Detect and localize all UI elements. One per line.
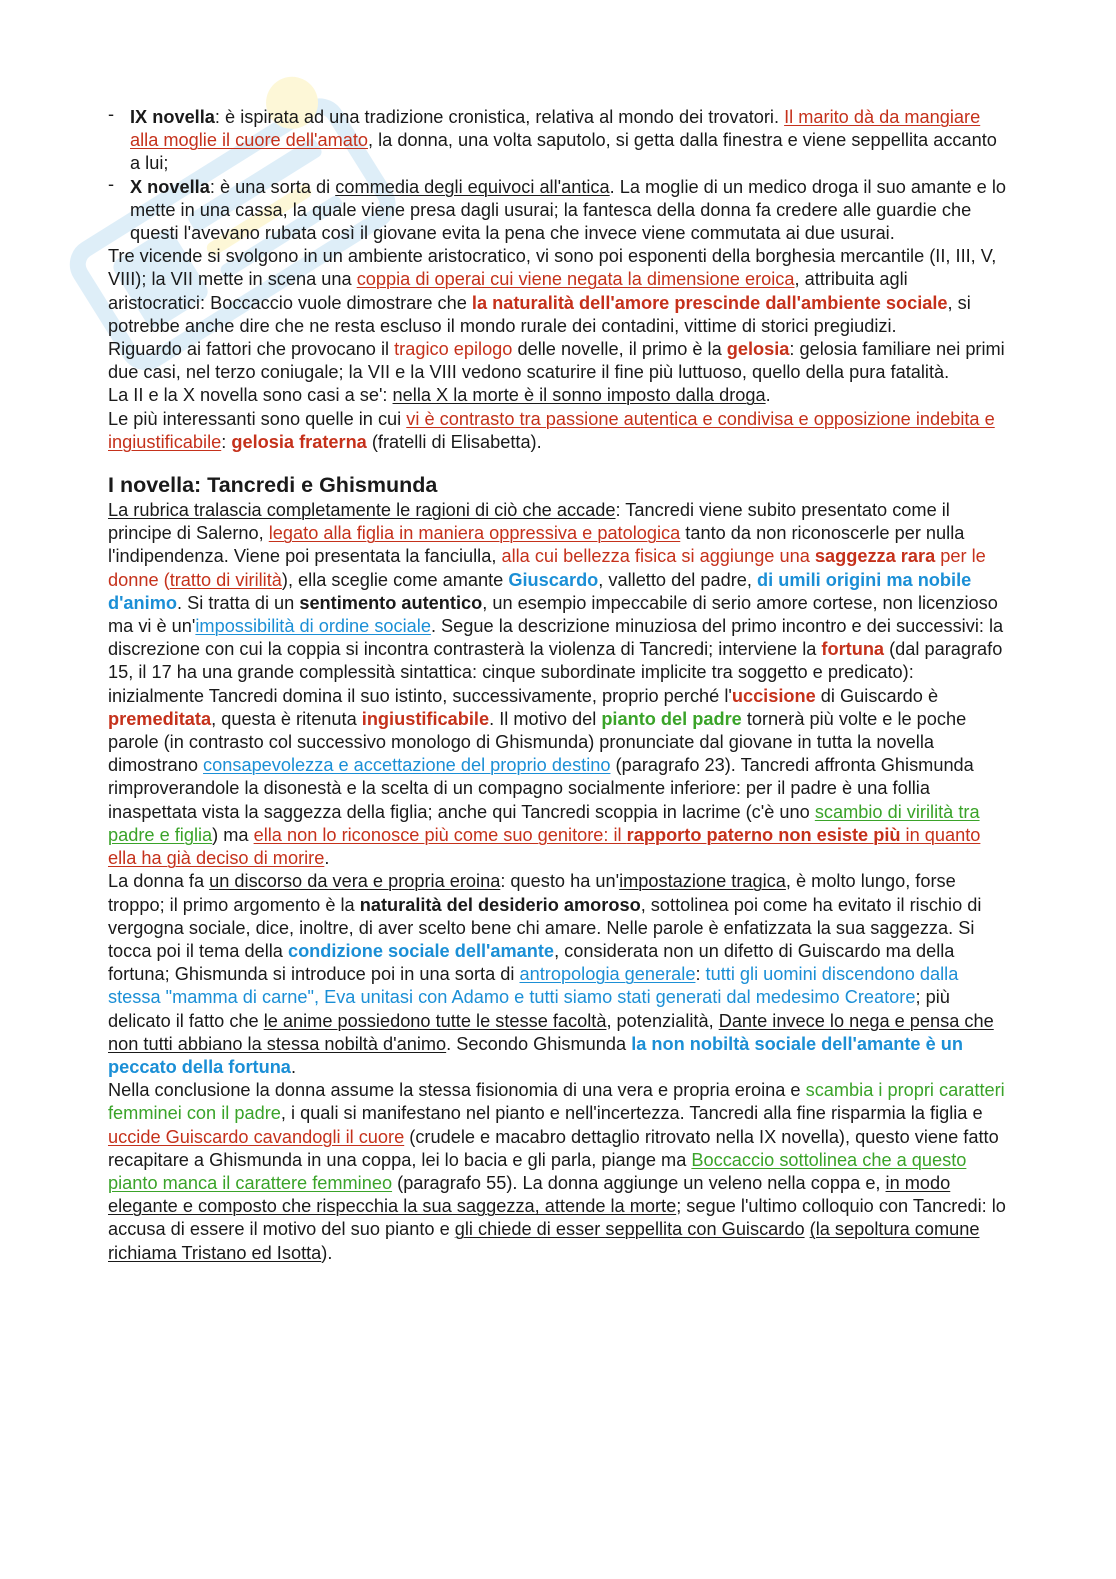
- text-span: tornerà più volte e le poche parole (in contrasto col successivo monologo di Ghismunda) pronunciate dal giovane in tutta la novella dimostrano: [108, 708, 967, 776]
- text-span: , è molto lungo, forse troppo; il primo argomento è la: [108, 871, 956, 915]
- document-page: [108, 106, 1008, 1265]
- underline-span: Dante invece lo nega e pensa che non tutti abbiano la stessa nobiltà d'animo: [108, 1010, 994, 1054]
- highlight-red-bold: uccisione: [731, 685, 816, 706]
- highlight-red-underline: legato alla figlia in maniera oppressiva e patologica: [268, 523, 681, 544]
- highlight-red-bold: gelosia: [726, 339, 790, 360]
- highlight-green: scambia i propri caratteri femminei con il padre: [108, 1080, 1005, 1124]
- highlight-red-bold: la naturalità dell'amore prescinde dall'ambiente sociale: [471, 292, 948, 313]
- text-span: .: [324, 848, 330, 869]
- highlight-red-bold-underline: rapporto paterno non esiste più: [626, 824, 901, 845]
- highlight-green-underline: Boccaccio sottolinea che a questo pianto manca il carattere femmineo: [108, 1149, 967, 1193]
- underline-span: La rubrica tralascia completamente le ragioni di ciò che accade: [108, 500, 616, 521]
- text-span: (fratelli di Elisabetta).: [366, 431, 542, 452]
- highlight-red-bold: saggezza rara: [814, 546, 936, 567]
- text-span: . La moglie di un medico droga il suo amante e lo mette in una cassa, la quale viene presa dagli usurai; la fantesca della donna fa credere alle guardie che questi l'avevano rubata così il giovane evita la pena che invece viene commutata ai due usurai.: [130, 176, 1006, 244]
- underline-span: commedia degli equivoci all'antica: [335, 176, 610, 197]
- bold-span: naturalità del desiderio amoroso: [359, 894, 641, 915]
- text-span: , considerata non un difetto di Guiscardo ma della fortuna; Ghismunda si introduce poi in una sorta di: [108, 940, 955, 985]
- text-span: La donna fa: [108, 871, 210, 892]
- text-span: delle novelle, il primo è la: [512, 339, 727, 360]
- underline-span: in modo elegante e composto che rispecchia la sua saggezza, attende la morte: [108, 1172, 951, 1217]
- highlight-red: alla cui bellezza fisica si aggiunge una: [501, 546, 815, 567]
- text-span: (paragrafo 23). Tancredi affronta Ghismunda rimproverandole la disonestà e la scelta di un compagno socialmente inferiore: per il padre è una follia inaspettata vista la saggezza della figlia; anche qui Tancredi scoppia in lacrime (c'è uno: [108, 755, 974, 822]
- text-span: Nella conclusione la donna assume la stessa fisionomia di una vera e propria eroina e: [108, 1080, 806, 1101]
- text-span: tanto da non riconoscerle per nulla l'indipendenza. Viene poi presentata la fanciulla,: [108, 523, 965, 567]
- highlight-red-bold: fortuna: [821, 639, 885, 660]
- underline-span: gli chiede di esser seppellita con Guiscardo: [454, 1219, 805, 1240]
- underline-span: le anime possiedono tutte le stesse facoltà: [263, 1010, 607, 1031]
- dash-bullet-icon: -: [108, 173, 115, 194]
- text-span: ).: [321, 1242, 333, 1263]
- text-span: :: [695, 964, 706, 985]
- paragraph-ambienti: [108, 245, 1008, 338]
- highlight-red-bold: premeditata: [108, 708, 212, 729]
- highlight-red: tragico epilogo: [394, 339, 513, 360]
- highlight-red-underline: in quanto ella ha già deciso di morire: [108, 824, 981, 869]
- paragraph-fattori: [108, 338, 1008, 384]
- text-span: , potenzialità,: [606, 1010, 719, 1031]
- text-span: , i quali si manifestano nel pianto e nell'incertezza. Tancredi alla fine risparmia la figlia e: [280, 1103, 983, 1124]
- text-span: . Segue la descrizione minuziosa del primo incontro e dei successivi: la discrezione con cui la coppia si incontra contrasterà la violenza di Tancredi; interviene la: [108, 616, 1004, 660]
- novella-list: [108, 106, 1008, 245]
- text-span: , un esempio impeccabile di serio amore cortese, non licenzioso ma vi è un': [108, 592, 998, 637]
- text-span: , sottolinea poi come ha evitato il rischio di vergogna sociale, dice, inoltre, di aver scelto bene chi amare. Nelle parole è enfatizzata la sua saggezza. Si tocca poi il tema della: [108, 894, 982, 961]
- highlight-red-bold: ingiustificabile: [361, 708, 490, 729]
- text-span: Tre vicende si svolgono in un ambiente aristocratico, vi sono poi esponenti della borghesia mercantile (II, III, V, VIII); la VII mette in scena una: [108, 246, 997, 290]
- highlight-red: per le donne (: [108, 546, 986, 590]
- highlight-green-underline: scambio di virilità tra padre e figlia: [108, 801, 980, 845]
- highlight-red-underline: vi è contrasto tra passione autentica e condivisa e opposizione indebita e ingiustificabile: [108, 408, 995, 452]
- highlight-red-underline: coppia di operai cui viene negata la dimensione eroica: [356, 269, 795, 290]
- underline-span: un discorso da vera e propria eroina: [209, 871, 501, 892]
- highlight-blue-underline: antropologia generale: [519, 964, 696, 985]
- text-span: , questa è ritenuta: [211, 708, 362, 729]
- text-span: . Il motivo del: [489, 708, 602, 729]
- list-item-x-novella: [108, 173, 1008, 246]
- underline-span: nella X la morte è il sonno imposto dalla droga: [392, 385, 766, 406]
- bold-span: sentimento autentico: [299, 592, 483, 613]
- highlight-green-bold: pianto del padre: [601, 708, 742, 729]
- highlight-blue-underline: impossibilità di ordine sociale: [195, 616, 431, 637]
- text-span: , attribuita agli aristocratici: Boccaccio vuole dimostrare che: [108, 269, 908, 313]
- text-span: (paragrafo 55). La donna aggiunge un veleno nella coppa e,: [392, 1172, 886, 1193]
- text-span: ; più delicato il fatto che: [108, 987, 950, 1031]
- dash-bullet-icon: -: [108, 104, 115, 124]
- text-span: : gelosia familiare nei primi due casi, nel terzo coniugale; la VII e la VIII vedono scaturire il fine più luttuoso, quello della pura fatalità.: [108, 339, 1005, 383]
- text-span: ) ma: [212, 824, 254, 845]
- text-span: : è una sorta di: [209, 176, 336, 197]
- highlight-blue-bold: Giuscardo: [508, 569, 599, 590]
- underline-span: impostazione tragica: [619, 871, 786, 892]
- highlight-red-underline: ella non lo riconosce più come suo genitore: il: [253, 824, 627, 845]
- term-x-novella: X novella: [130, 176, 210, 197]
- text-span: , la donna, una volta saputolo, si getta dalla finestra e viene seppellita accanto a lui;: [130, 130, 997, 174]
- paragraph-conclusione: [108, 1079, 1008, 1265]
- text-span: , si potrebbe anche dire che ne resta escluso il mondo rurale dei contadini, vittime di storici pregiudizi.: [108, 292, 971, 336]
- highlight-blue-bold: di umili origini ma nobile d'animo: [108, 569, 972, 613]
- text-span: ; segue l'ultimo colloquio con Tancredi: lo accusa di essere il motivo del suo pianto e: [108, 1196, 1006, 1240]
- highlight-blue-underline: consapevolezza e accettazione del proprio destino: [203, 755, 611, 776]
- text-span: La II e la X novella sono casi a se':: [108, 385, 393, 406]
- text-span: : è ispirata ad una tradizione cronistica, relativa al mondo dei trovatori.: [214, 107, 785, 127]
- text-span: : questo ha un': [500, 871, 620, 892]
- text-span: : Tancredi viene subito presentato come il principe di Salerno,: [108, 500, 950, 544]
- text-span: Riguardo ai fattori che provocano il: [108, 339, 395, 360]
- highlight-blue-bold: condizione sociale dell'amante: [287, 940, 555, 961]
- highlight-red-underline: tratto di virilità: [169, 569, 282, 590]
- text-span: Le più interessanti sono quelle in cui: [108, 408, 407, 429]
- term-ix-novella: IX novella: [130, 107, 215, 127]
- text-span: . Secondo Ghismunda: [446, 1033, 632, 1054]
- text-span: di Guiscardo è: [815, 685, 939, 706]
- paragraph-casi: [108, 384, 1008, 407]
- text-span: (crudele e macabro dettaglio ritrovato nella IX novella), questo viene fatto recapitare a Ghismunda in una coppa, lei lo bacia e gli parla, piange ma: [108, 1126, 999, 1170]
- text-span: . Si tratta di un: [177, 592, 300, 613]
- text-span: .: [765, 385, 771, 406]
- highlight-blue-bold: la non nobiltà sociale dell'amante è un peccato della fortuna: [108, 1033, 963, 1077]
- text-span: .: [290, 1056, 296, 1077]
- text-span: (dal paragrafo 15, il 17 ha una grande complessità sintattica: cinque subordinate implicite tra soggetto e predicato): inizialmente Tancredi domina il suo istinto, successivamente, proprio perché l': [108, 639, 1003, 706]
- highlight-red-bold: gelosia fraterna: [231, 431, 367, 452]
- paragraph-discorso: [108, 870, 1008, 1079]
- list-item-ix-novella: [108, 106, 1008, 176]
- underline-span: (la sepoltura comune richiama Tristano ed Isotta: [108, 1219, 980, 1263]
- paragraph-tancredi: [108, 499, 1008, 870]
- text-span: , valletto del padre,: [598, 569, 758, 590]
- section-heading: I novella: Tancredi e Ghismunda: [108, 473, 438, 498]
- text-span: ), ella sceglie come amante: [281, 569, 509, 590]
- text-span: :: [221, 431, 232, 452]
- highlight-red-underline: Il marito dà da mangiare alla moglie il cuore dell'amato: [130, 107, 981, 151]
- highlight-blue: tutti gli uomini discendono dalla stessa "mamma di carne", Eva unitasi con Adamo e tutti siamo stati generati dal medesimo Creatore: [108, 964, 959, 1008]
- highlight-red-underline: uccide Guiscardo cavandogli il cuore: [108, 1126, 405, 1147]
- paragraph-interessanti: [108, 408, 1008, 454]
